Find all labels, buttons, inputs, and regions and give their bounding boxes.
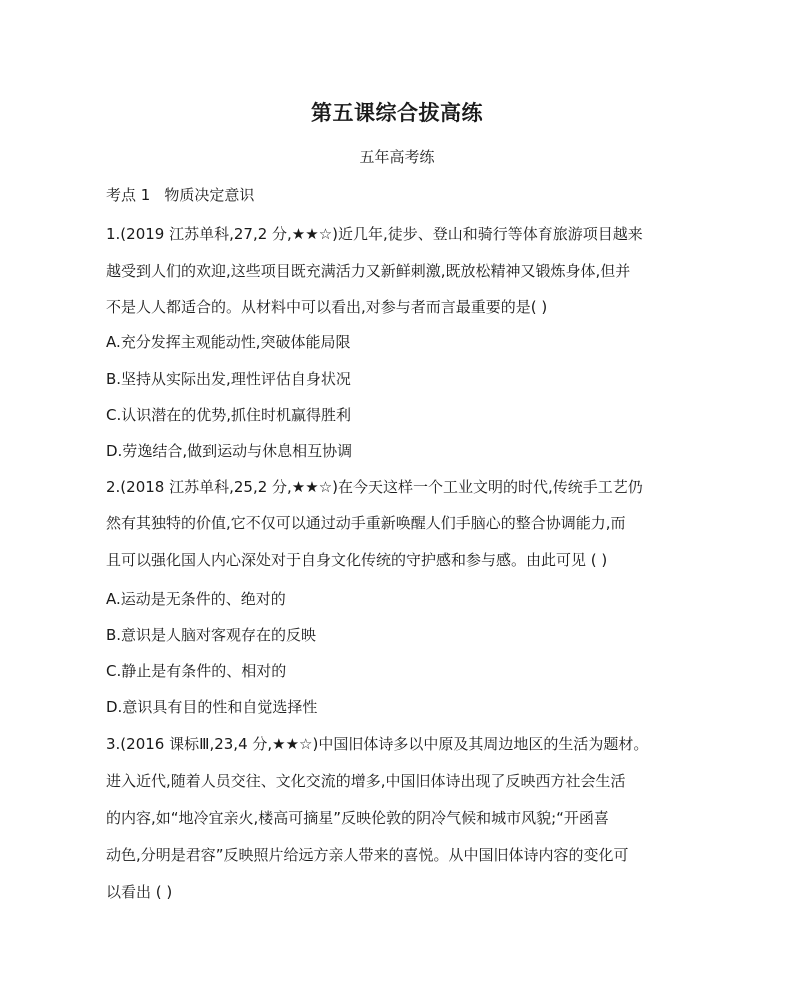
question-2-option-a: A.运动是无条件的、绝对的 <box>106 590 286 608</box>
question-2-line-1: 2.(2018 江苏单科,25,2 分,★★☆)在今天这样一个工业文明的时代,传统手工艺仍 <box>106 478 643 496</box>
question-2-option-c: C.静止是有条件的、相对的 <box>106 662 287 680</box>
section-name: 物质决定意识 <box>164 186 255 204</box>
question-3-line-4: 动色,分明是君容”反映照片给远方亲人带来的喜悦。从中国旧体诗内容的变化可 <box>106 846 629 864</box>
question-2-option-b: B.意识是人脑对客观存在的反映 <box>106 626 317 644</box>
question-2-line-3: 且可以强化国人内心深处对于自身文化传统的守护感和参与感。由此可见 ( ) <box>106 551 608 569</box>
question-3-line-3: 的内容,如“地冷宜亲火,楼高可摘星”反映伦敦的阴冷气候和城市风貌;“开函喜 <box>106 809 609 827</box>
question-1-option-a: A.充分发挥主观能动性,突破体能局限 <box>106 333 351 351</box>
question-1-line-3: 不是人人都适合的。从材料中可以看出,对参与者而言最重要的是( ) <box>106 298 548 316</box>
question-1-line-2: 越受到人们的欢迎,这些项目既充满活力又新鲜刺激,既放松精神又锻炼身体,但并 <box>106 262 631 280</box>
question-3-line-2: 进入近代,随着人员交往、文化交流的增多,中国旧体诗出现了反映西方社会生活 <box>106 772 626 790</box>
question-3-line-1: 3.(2016 课标Ⅲ,23,4 分,★★☆)中国旧体诗多以中原及其周边地区的生活为题材。 <box>106 735 649 753</box>
question-1-line-1: 1.(2019 江苏单科,27,2 分,★★☆)近几年,徒步、登山和骑行等体育旅游项目越来 <box>106 225 643 243</box>
question-2-line-2: 然有其独特的价值,它不仅可以通过动手重新唤醒人们手脑心的整合协调能力,而 <box>106 514 626 532</box>
question-3-line-5: 以看出 ( ) <box>106 883 173 901</box>
question-1-option-c: C.认识潜在的优势,抓住时机赢得胜利 <box>106 406 352 424</box>
question-1-option-b: B.坚持从实际出发,理性评估自身状况 <box>106 370 351 388</box>
page-title: 第五课综合拔高练 <box>311 101 483 125</box>
section-number: 考点 1 <box>106 186 151 204</box>
section-heading <box>106 184 254 205</box>
question-2-option-d: D.意识具有目的性和自觉选择性 <box>106 698 318 716</box>
page-subtitle: 五年高考练 <box>359 148 435 166</box>
question-1-option-d: D.劳逸结合,做到运动与休息相互协调 <box>106 442 353 460</box>
